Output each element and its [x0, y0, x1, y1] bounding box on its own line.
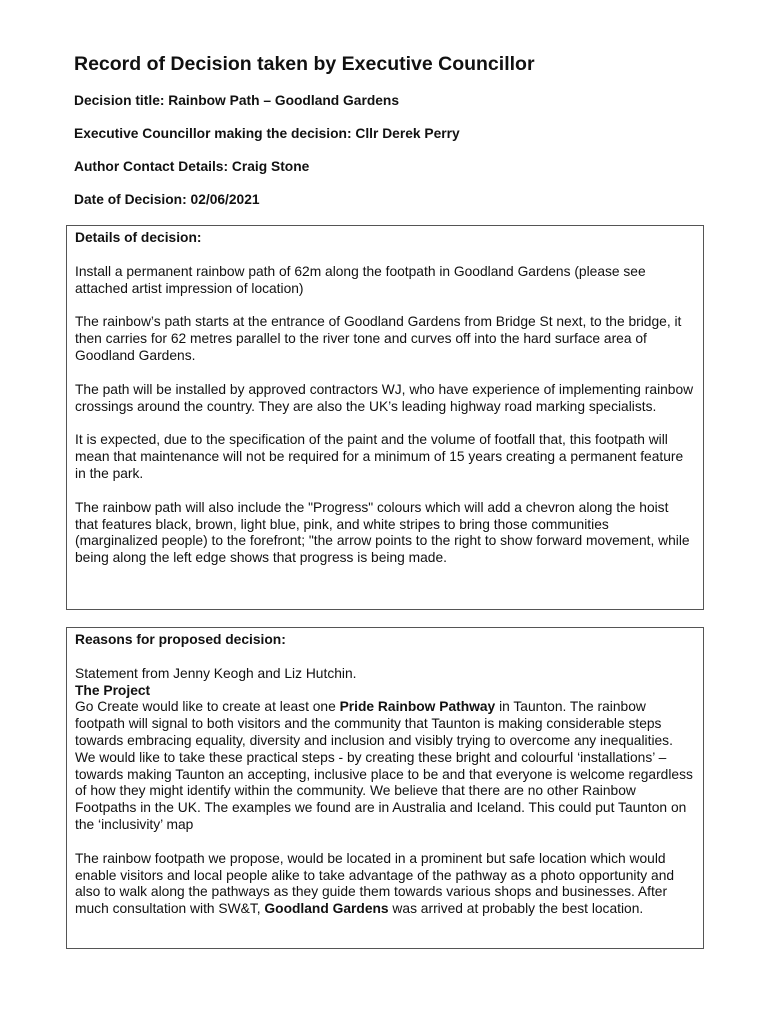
details-paragraph: The path will be installed by approved contractors WJ, who have experience of implementing rainbow crossings around the country. They are also the UK’s leading highway road marking specialists. [75, 381, 694, 414]
details-heading: Details of decision: [75, 230, 202, 245]
project-subheading: The Project [75, 682, 151, 698]
location-text: The rainbow footpath we propose, would be located in a prominent but safe location which would enable visitors and local people alike to take advantage of the pathway as a photo opportunity and also to walk along the pathways as they guide them towards various shops and businesses. After much consultation with SW&T, [75, 850, 675, 917]
reasons-for-decision-box [66, 627, 704, 949]
project-paragraph [75, 699, 695, 833]
project-text: in Taunton. The rainbow footpath will signal to both visitors and the community that Taunton is making considerable steps towards embracing equality, diversity and inclusion and visibly trying to overcome any inequalities. We would like to take these practical steps - by creating these bright and colourful ‘installations’ – towards making Taunton an accepting, inclusive place to be and that everyone is welcome regardless of how they might identify within the community. We believe that there are no other Rainbow Footpaths in the UK. The examples we found are in Australia and Iceland. This could put Taunton on the ‘inclusivity’ map [75, 699, 693, 832]
reasons-heading: Reasons for proposed decision: [75, 632, 286, 647]
statement-line: Statement from Jenny Keogh and Liz Hutchin. [75, 665, 357, 681]
location-paragraph [75, 851, 695, 918]
project-highlight: Pride Rainbow Pathway [339, 699, 496, 715]
location-text: was arrived at probably the best location. [388, 901, 644, 917]
author-contact-field: Author Contact Details: Craig Stone [74, 159, 310, 174]
details-paragraph: The rainbow’s path starts at the entrance of Goodland Gardens from Bridge St next, to the bridge, it then carries for 62 metres parallel to the river tone and curves off into the hard surface area of Goodland Gardens. [75, 314, 682, 363]
details-paragraph: Install a permanent rainbow path of 62m along the footpath in Goodland Gardens (please see attached artist impression of location) [75, 263, 646, 296]
location-highlight: Goodland Gardens [264, 901, 389, 917]
document-title: Record of Decision taken by Executive Councillor [74, 53, 535, 75]
executive-councillor-field: Executive Councillor making the decision: Cllr Derek Perry [74, 126, 460, 141]
project-text: Go Create would like to create at least one [75, 699, 340, 715]
details-paragraph: The rainbow path will also include the "Progress" colours which will add a chevron along the hoist that features black, brown, light blue, pink, and white stripes to bring those communities (marginalized people) to the forefront; "the arrow points to the right to show forward movement, while being along the left edge shows that progress is being made. [75, 499, 690, 566]
decision-title-field: Decision title: Rainbow Path – Goodland Gardens [74, 93, 400, 108]
date-of-decision-field: Date of Decision: 02/06/2021 [74, 192, 260, 207]
details-of-decision-box [66, 225, 704, 610]
details-paragraph: It is expected, due to the specification of the paint and the volume of footfall that, this footpath will mean that maintenance will not be required for a minimum of 15 years creating a permanent feature in the park. [75, 432, 684, 481]
